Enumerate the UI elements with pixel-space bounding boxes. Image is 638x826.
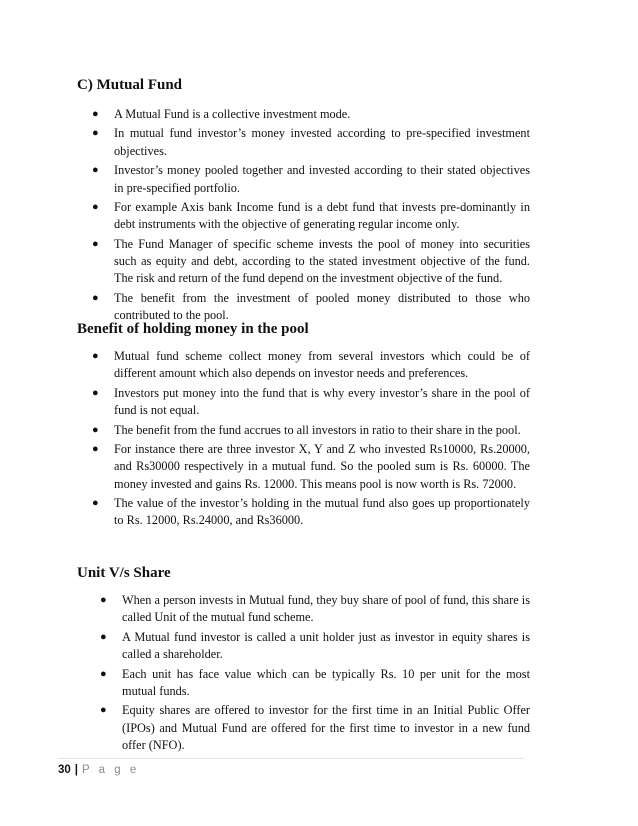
bullet-icon: ● <box>100 667 107 680</box>
benefit-bullet-list <box>92 348 530 532</box>
list-item: ● Investors put money into the fund that is why every investor’s share in the pool of fund is not equal. <box>92 385 530 418</box>
list-item: ● For example Axis bank Income fund is a debt fund that invests pre-dominantly in debt instruments with the objective of generating regular income only. <box>92 200 530 232</box>
section-heading-mutual-fund: C) Mutual Fund <box>77 77 183 93</box>
bullet-icon: ● <box>92 108 99 120</box>
list-item: ● Each unit has face value which can be typically Rs. 10 per unit for the most mutual funds. <box>100 666 530 698</box>
page-footer <box>58 764 139 776</box>
list-item: ● The benefit from the fund accrues to all investors in ratio to their share in the pool. <box>92 422 530 439</box>
list-item: ● The value of the investor’s holding in the mutual fund also goes up proportionately to Rs. 12000, Rs.24000, and Rs36000. <box>92 496 530 528</box>
list-item: ● Mutual fund scheme collect money from several investors which could be of different amount which also depends on investor needs and preferences. <box>92 349 530 381</box>
list-item: ● When a person invests in Mutual fund, they buy share of pool of fund, this share is called Unit of the mutual fund scheme. <box>100 593 530 625</box>
footer-separator: | <box>74 764 79 776</box>
section-heading-benefit: Benefit of holding money in the pool <box>77 321 309 337</box>
page-number: 30 <box>58 764 71 776</box>
bullet-icon: ● <box>100 630 107 643</box>
page-label: P a g e <box>82 764 140 776</box>
bullet-icon: ● <box>92 127 99 140</box>
bullet-icon: ● <box>92 291 99 304</box>
list-item: ● A Mutual Fund is a collective investment mode. <box>92 106 530 123</box>
bullet-icon: ● <box>100 594 107 606</box>
list-item: ● The benefit from the investment of pooled money distributed to those who contributed to the pool. <box>92 290 530 323</box>
list-item: ● In mutual fund investor’s money invested according to pre-specified investment objectives. <box>92 126 530 158</box>
bullet-icon: ● <box>92 201 99 214</box>
bullet-icon: ● <box>92 237 99 250</box>
bullet-icon: ● <box>100 704 107 717</box>
section-heading-unit-vs-share: Unit V/s Share <box>77 565 171 581</box>
list-item: ● Investor’s money pooled together and invested according to their stated objectives in pre-specified portfolio. <box>92 163 530 195</box>
mutual-fund-bullet-list <box>92 106 530 327</box>
list-item: ● The Fund Manager of specific scheme invests the pool of money into securities such as equity and debt, according to the stated investment objective of the fund. The risk and return of the fund depend on the investment objective of the fund. <box>92 236 530 286</box>
bullet-icon: ● <box>92 386 99 399</box>
unit-share-bullet-list <box>100 592 530 756</box>
bullet-icon: ● <box>92 164 99 177</box>
footer-divider <box>58 758 524 759</box>
bullet-icon: ● <box>92 350 99 362</box>
bullet-icon: ● <box>92 443 99 456</box>
list-item: ● For instance there are three investor X, Y and Z who invested Rs10000, Rs.20000, and Rs30000 respectively in a mutual fund. So the pooled sum is Rs. 60000. The money invested and gains Rs. 12000. This means pool is now worth is Rs. 72000. <box>92 442 530 491</box>
list-item: ● Equity shares are offered to investor for the first time in an Initial Public Offer (IPOs) and Mutual Fund are offered for the first time to investor in a new fund offer (NFO). <box>100 703 530 752</box>
bullet-icon: ● <box>92 497 99 510</box>
bullet-icon: ● <box>92 423 99 436</box>
list-item: ● A Mutual fund investor is called a unit holder just as investor in equity shares is called a shareholder. <box>100 629 530 662</box>
